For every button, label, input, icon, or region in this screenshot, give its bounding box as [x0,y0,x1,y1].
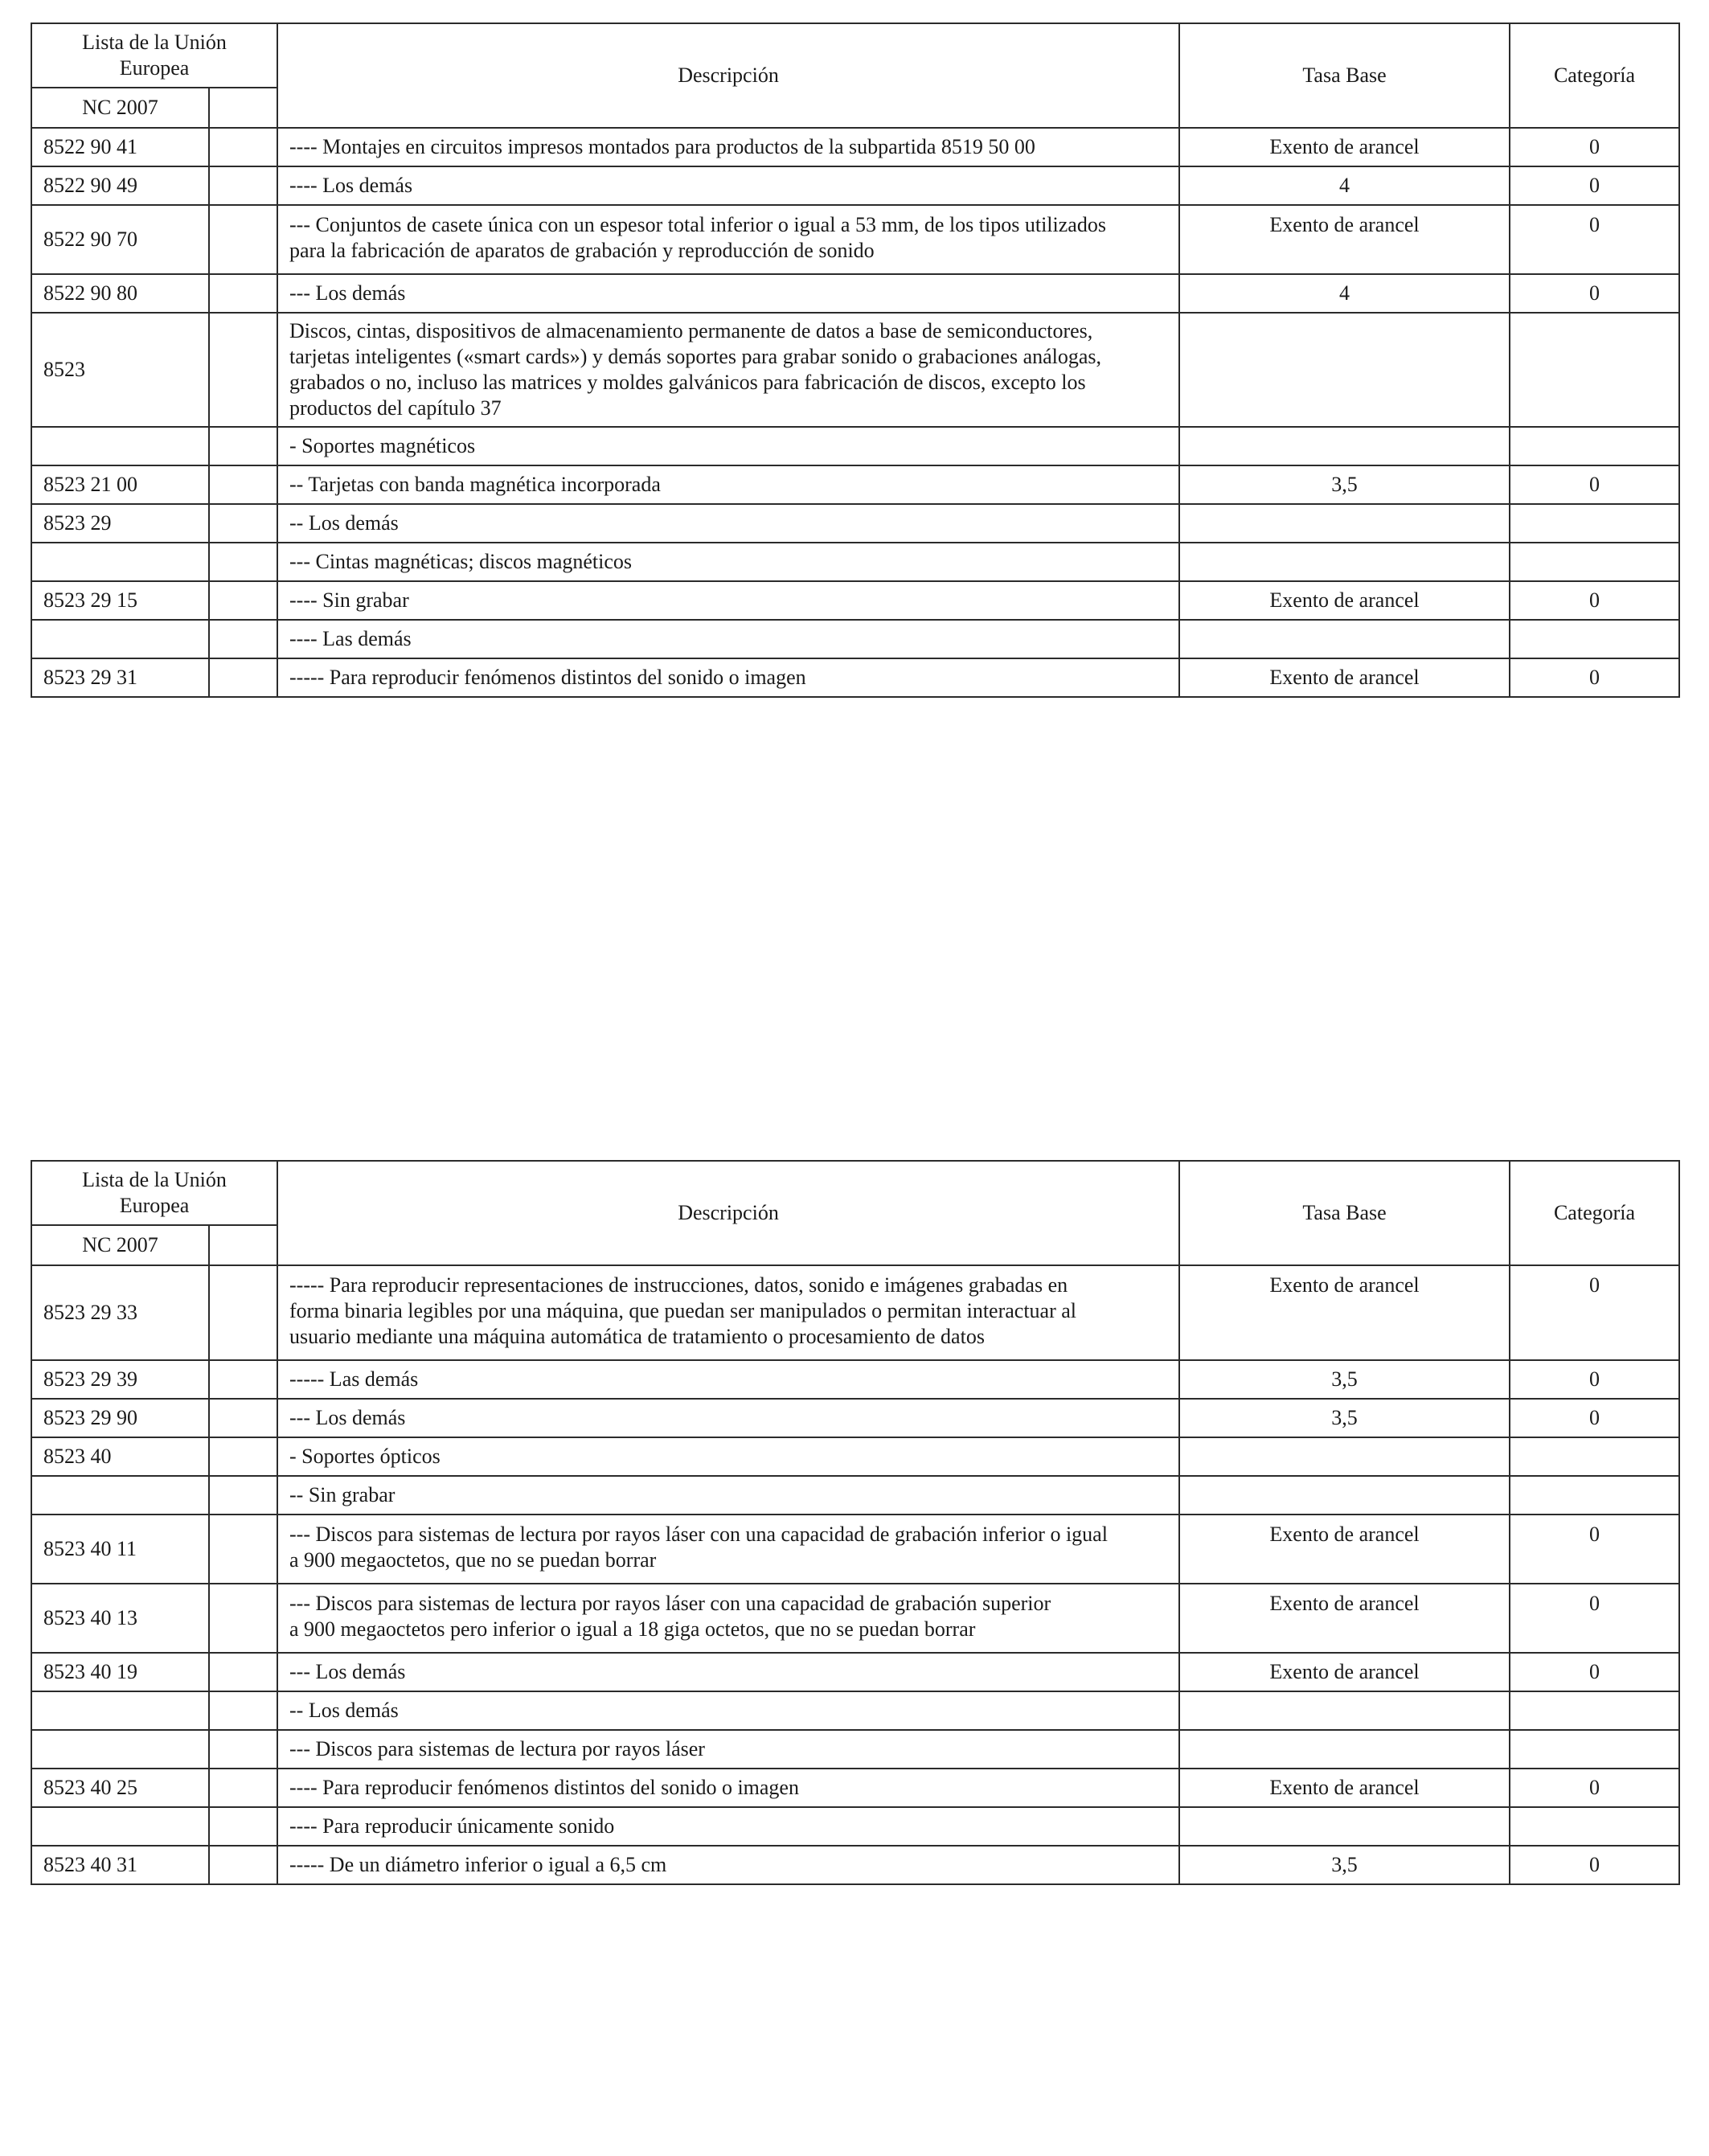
row-blank [209,1730,277,1769]
tariff-table-2 [31,1160,1680,1885]
row-category: 0 [1510,205,1679,274]
table-row [31,166,1679,205]
row-category [1510,543,1679,581]
row-category [1510,1476,1679,1515]
row-description: --- Los demás [277,274,1179,313]
table-row [31,1476,1679,1515]
row-category: 0 [1510,1653,1679,1691]
row-rate: 3,5 [1179,1399,1510,1437]
row-category [1510,1807,1679,1846]
row-code: 8523 29 39 [31,1360,209,1399]
row-code: 8523 40 13 [31,1584,209,1653]
tariff-table-1 [31,23,1680,698]
row-rate [1179,543,1510,581]
row-blank [209,1437,277,1476]
row-description: Discos, cintas, dispositivos de almacenamiento permanente de datos a base de semiconductores, tarjetas inteligentes («smart cards») y demás soportes para grabar sonido o grabaciones análogas, grabados o no, incluso las matrices y moldes galvánicos para fabricación de discos, excepto los productos del capítulo 37 [277,313,1179,427]
row-code: 8522 90 49 [31,166,209,205]
row-rate: 4 [1179,166,1510,205]
row-blank [209,166,277,205]
row-description: -- Tarjetas con banda magnética incorporada [277,465,1179,504]
row-blank [209,1399,277,1437]
table-row [31,620,1679,658]
row-code [31,427,209,465]
row-code [31,620,209,658]
row-blank [209,205,277,274]
row-description: - Soportes magnéticos [277,427,1179,465]
row-category [1510,620,1679,658]
row-code: 8523 40 [31,1437,209,1476]
row-category: 0 [1510,1769,1679,1807]
row-blank [209,1515,277,1584]
row-description: ----- De un diámetro inferior o igual a 6,5 cm [277,1846,1179,1884]
row-description: ---- Para reproducir fenómenos distintos del sonido o imagen [277,1769,1179,1807]
header-lista: Lista de la Unión Europea [31,23,277,88]
row-category: 0 [1510,465,1679,504]
row-rate [1179,620,1510,658]
row-rate [1179,313,1510,427]
row-category: 0 [1510,1265,1679,1360]
row-category: 0 [1510,1846,1679,1884]
row-blank [209,1691,277,1730]
row-rate [1179,1476,1510,1515]
row-rate: 4 [1179,274,1510,313]
row-code [31,1476,209,1515]
table-row [31,1769,1679,1807]
row-rate [1179,1730,1510,1769]
table-row [31,581,1679,620]
row-code: 8523 29 [31,504,209,543]
row-blank [209,1653,277,1691]
header-category: Categoría [1510,23,1679,128]
row-blank [209,128,277,166]
row-description: ----- Para reproducir fenómenos distintos del sonido o imagen [277,658,1179,697]
row-category: 0 [1510,581,1679,620]
header-lista: Lista de la Unión Europea [31,1161,277,1225]
table-row [31,465,1679,504]
row-category: 0 [1510,274,1679,313]
row-blank [209,581,277,620]
row-description: --- Cintas magnéticas; discos magnéticos [277,543,1179,581]
row-description: --- Discos para sistemas de lectura por rayos láser [277,1730,1179,1769]
row-description: -- Los demás [277,1691,1179,1730]
header-category: Categoría [1510,1161,1679,1265]
table-row [31,427,1679,465]
row-code: 8522 90 70 [31,205,209,274]
row-code: 8523 29 31 [31,658,209,697]
row-description: ---- Los demás [277,166,1179,205]
row-rate [1179,1807,1510,1846]
header-rate: Tasa Base [1179,23,1510,128]
row-category: 0 [1510,658,1679,697]
table-row [31,128,1679,166]
row-description: ---- Las demás [277,620,1179,658]
table-row [31,1437,1679,1476]
header-nc: NC 2007 [31,1225,209,1265]
row-rate [1179,1437,1510,1476]
header-rate: Tasa Base [1179,1161,1510,1265]
row-description: ---- Para reproducir únicamente sonido [277,1807,1179,1846]
row-rate: Exento de arancel [1179,1769,1510,1807]
table-row [31,1653,1679,1691]
row-category [1510,1730,1679,1769]
row-rate: Exento de arancel [1179,1515,1510,1584]
row-description: --- Conjuntos de casete única con un espesor total inferior o igual a 53 mm, de los tipos utilizados para la fabricación de aparatos de grabación y reproducción de sonido [277,205,1179,274]
row-code: 8522 90 80 [31,274,209,313]
row-blank [209,1846,277,1884]
row-category: 0 [1510,1399,1679,1437]
row-category: 0 [1510,1515,1679,1584]
row-code: 8523 40 31 [31,1846,209,1884]
header-blank-cell [209,1225,277,1265]
row-description: --- Discos para sistemas de lectura por rayos láser con una capacidad de grabación inferior o igual a 900 megaoctetos, que no se puedan borrar [277,1515,1179,1584]
row-rate: 3,5 [1179,1360,1510,1399]
row-code [31,1807,209,1846]
table-row [31,543,1679,581]
table-row [31,1515,1679,1584]
row-rate: Exento de arancel [1179,205,1510,274]
table-row [31,313,1679,427]
table-row [31,1360,1679,1399]
table-row [31,1399,1679,1437]
row-rate [1179,504,1510,543]
row-description: --- Discos para sistemas de lectura por rayos láser con una capacidad de grabación superior a 900 megaoctetos pero inferior o igual a 18 giga octetos, que no se puedan borrar [277,1584,1179,1653]
row-description: --- Los demás [277,1399,1179,1437]
row-rate: Exento de arancel [1179,1584,1510,1653]
row-blank [209,1476,277,1515]
table-row [31,1691,1679,1730]
row-code [31,1691,209,1730]
table-row [31,1807,1679,1846]
row-blank [209,274,277,313]
row-rate: Exento de arancel [1179,1265,1510,1360]
row-blank [209,620,277,658]
table-row [31,274,1679,313]
table-row [31,1846,1679,1884]
row-rate: Exento de arancel [1179,658,1510,697]
row-description: --- Los demás [277,1653,1179,1691]
row-rate: Exento de arancel [1179,128,1510,166]
row-code: 8523 29 15 [31,581,209,620]
row-code: 8523 29 33 [31,1265,209,1360]
row-blank [209,313,277,427]
row-description: -- Los demás [277,504,1179,543]
row-rate: Exento de arancel [1179,581,1510,620]
row-blank [209,465,277,504]
table-row [31,1265,1679,1360]
row-code: 8523 29 90 [31,1399,209,1437]
header-nc: NC 2007 [31,88,209,128]
row-category [1510,313,1679,427]
row-category [1510,427,1679,465]
row-rate [1179,1691,1510,1730]
row-rate [1179,427,1510,465]
row-description: ---- Montajes en circuitos impresos montados para productos de la subpartida 8519 50 00 [277,128,1179,166]
header-blank-cell [209,88,277,128]
row-blank [209,1769,277,1807]
row-code: 8523 40 25 [31,1769,209,1807]
row-blank [209,504,277,543]
row-description: -- Sin grabar [277,1476,1179,1515]
row-code: 8523 40 11 [31,1515,209,1584]
table-row [31,504,1679,543]
row-code [31,543,209,581]
header-description: Descripción [277,1161,1179,1265]
row-code: 8523 21 00 [31,465,209,504]
row-category [1510,1691,1679,1730]
row-rate: 3,5 [1179,1846,1510,1884]
row-blank [209,1807,277,1846]
row-blank [209,1584,277,1653]
row-code: 8522 90 41 [31,128,209,166]
row-category [1510,1437,1679,1476]
row-description: ----- Para reproducir representaciones de instrucciones, datos, sonido e imágenes grabadas en forma binaria legibles por una máquina, que puedan ser manipulados o permitan interactuar al usuario mediante una máquina automática de tratamiento o procesamiento de datos [277,1265,1179,1360]
row-blank [209,543,277,581]
row-code: 8523 [31,313,209,427]
table-row [31,205,1679,274]
row-category: 0 [1510,1360,1679,1399]
table-row [31,1584,1679,1653]
table-row [31,658,1679,697]
row-category: 0 [1510,166,1679,205]
row-blank [209,427,277,465]
row-description: ----- Las demás [277,1360,1179,1399]
row-blank [209,658,277,697]
row-code [31,1730,209,1769]
table-row [31,1730,1679,1769]
row-code: 8523 40 19 [31,1653,209,1691]
row-category: 0 [1510,128,1679,166]
row-category: 0 [1510,1584,1679,1653]
header-description: Descripción [277,23,1179,128]
row-description: ---- Sin grabar [277,581,1179,620]
row-rate: Exento de arancel [1179,1653,1510,1691]
row-category [1510,504,1679,543]
row-rate: 3,5 [1179,465,1510,504]
row-description: - Soportes ópticos [277,1437,1179,1476]
row-blank [209,1360,277,1399]
row-blank [209,1265,277,1360]
